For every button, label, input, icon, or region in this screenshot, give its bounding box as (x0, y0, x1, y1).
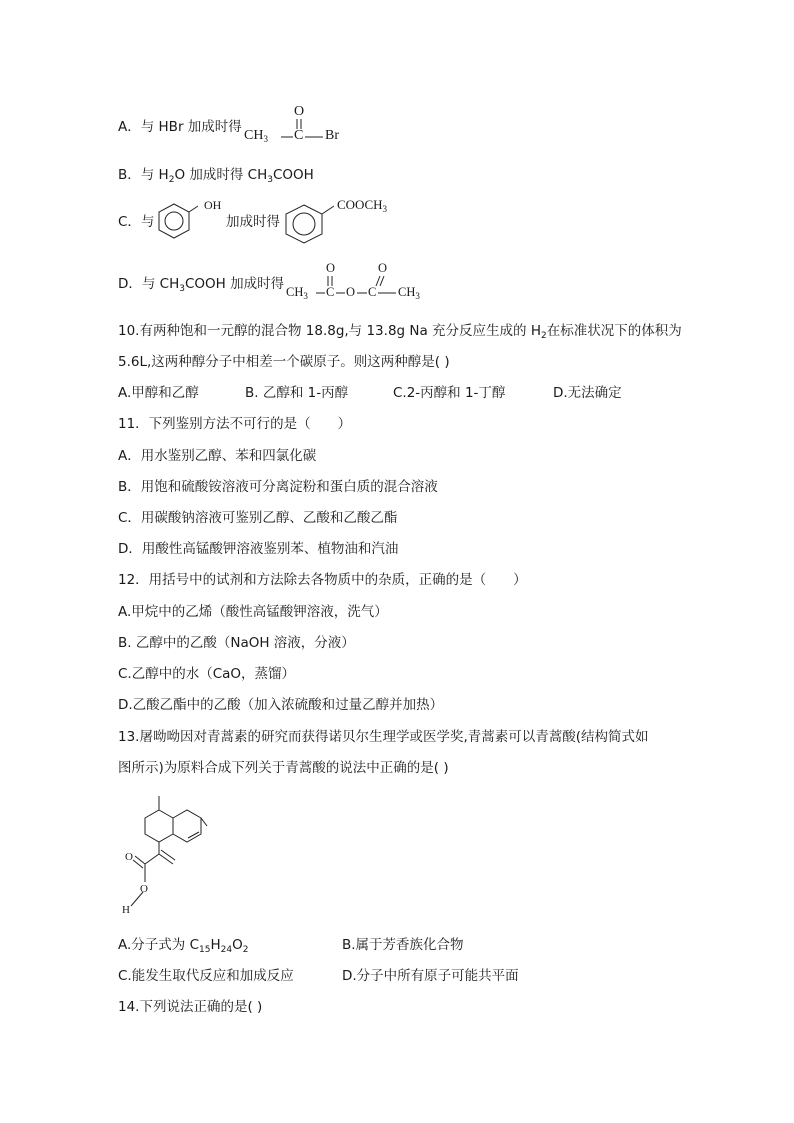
q10-option-a[interactable]: A.甲醇和乙醇 (118, 385, 199, 401)
q13-option-c[interactable]: C.能发生取代反应和加成反应 (118, 968, 294, 984)
q13-option-d[interactable]: D.分子中所有原子可能共平面 (342, 968, 519, 984)
q12-option-a[interactable]: A.甲烷中的乙烯（酸性高锰酸钾溶液，洗气） (118, 604, 388, 620)
anh-c1: C (326, 285, 335, 299)
acid-carbonyl-o: O (125, 851, 133, 863)
q10-option-c[interactable]: C.2-丙醇和 1-丁醇 (393, 385, 506, 401)
q9-c-prefix: C．与 (118, 214, 155, 230)
q13-stem-line2: 图所示)为原料合成下列关于青蒿酸的说法中正确的是( ) (118, 760, 449, 776)
q13-a-t1: A.分子式为 C (118, 937, 200, 953)
q10-l1a: 10.有两种饱和一元醇的混合物 18.8g,与 13.8g Na 充分反应生成的 H (118, 323, 541, 339)
q10-option-b[interactable]: B. 乙醇和 1-丙醇 (245, 385, 349, 401)
q9-a-ch-sub: 3 (263, 134, 268, 144)
q9-a-carbon: C (294, 128, 304, 143)
anh-ch-left-text: CH (286, 285, 304, 299)
anh-c2: C (368, 285, 377, 299)
q13-a-t3: O (232, 937, 243, 953)
q13-option-a[interactable] (118, 936, 248, 954)
q9-b-text-1: B．与 H (118, 167, 169, 183)
cooch-sub: 3 (382, 204, 388, 214)
anh-ch-right-sub: 3 (415, 291, 420, 301)
q13-a-s1: 15 (199, 945, 211, 955)
acid-hydroxyl-o: O (140, 883, 148, 895)
q13-a-t2: H (210, 937, 221, 953)
q9-b-text-3: COOH (272, 167, 314, 183)
anh-bonds (0, 0, 794, 320)
q9-a-bromine: Br (325, 128, 339, 143)
q12-option-d[interactable]: D.乙酸乙酯中的乙酸（加入浓硫酸和过量乙醇并加热） (118, 697, 444, 713)
anh-ch-right-text: CH (398, 285, 416, 299)
q12-stem: 12．用括号中的试剂和方法除去各物质中的杂质，正确的是（ ） (118, 572, 527, 588)
q10-l1b: 在标准状况下的体积为 (546, 323, 682, 339)
q11-option-b[interactable]: B．用饱和硫酸铵溶液可分离淀粉和蛋白质的混合溶液 (118, 479, 438, 495)
q14-stem: 14.下列说法正确的是( ) (118, 999, 263, 1015)
q13-option-b[interactable]: B.属于芳香族化合物 (342, 937, 464, 953)
q9-d-text-1: D．与 CH (118, 276, 180, 292)
q11-option-c[interactable]: C．用碳酸钠溶液可鉴别乙醇、乙酸和乙酸乙酯 (118, 510, 398, 526)
q12-option-c[interactable]: C.乙醇中的水（CaO，蒸馏） (118, 666, 296, 682)
q9-a-ch-text: CH (244, 128, 264, 143)
anh-ch-left-sub: 3 (303, 291, 308, 301)
q9-c-mid-text: 加成时得 (226, 214, 280, 230)
anh-o-top-1: O (326, 261, 336, 275)
anh-o-bridge: O (346, 285, 356, 299)
q10-stem-line2: 5.6L,这两种醇分子中相差一个碳原子。则这两种醇是( ) (118, 354, 450, 370)
q9-d-sub: 3 (179, 284, 185, 294)
q13-a-s3: 2 (242, 945, 249, 955)
q11-option-a[interactable]: A．用水鉴别乙醇、苯和四氯化碳 (118, 448, 317, 464)
anh-o-top-2: O (378, 261, 388, 275)
q9-d-text-2: COOH 加成时得 (185, 276, 285, 292)
q12-option-b[interactable]: B. 乙醇中的乙酸（NaOH 溶液，分液） (118, 635, 355, 651)
q9-b-sub2: 3 (267, 175, 273, 185)
q10-stem-line1 (118, 322, 682, 340)
q10-l1-sub: 2 (541, 331, 547, 341)
q10-option-d[interactable]: D.无法确定 (553, 385, 622, 401)
q13-stem-line1: 13.屠呦呦因对青蒿素的研究而获得诺贝尔生理学或医学奖,青蒿素可以青蒿酸(结构简式如 (118, 729, 649, 745)
q9-b-sub: 2 (168, 175, 175, 185)
q11-option-d[interactable]: D．用酸性高锰酸钾溶液鉴别苯、植物油和汽油 (118, 541, 399, 557)
acid-hydroxyl-h: H (122, 904, 130, 916)
q9-b-text-2: O 加成时得 CH (174, 167, 268, 183)
q9-option-a-text: A．与 HBr 加成时得 (118, 119, 242, 135)
cooch-text: COOCH (337, 197, 383, 212)
q13-a-s2: 24 (220, 945, 233, 955)
q11-stem: 11．下列鉴别方法不可行的是（ ） (118, 416, 352, 432)
phenol-oh-label: OH (204, 198, 222, 212)
q9-a-oxygen: O (294, 104, 305, 119)
